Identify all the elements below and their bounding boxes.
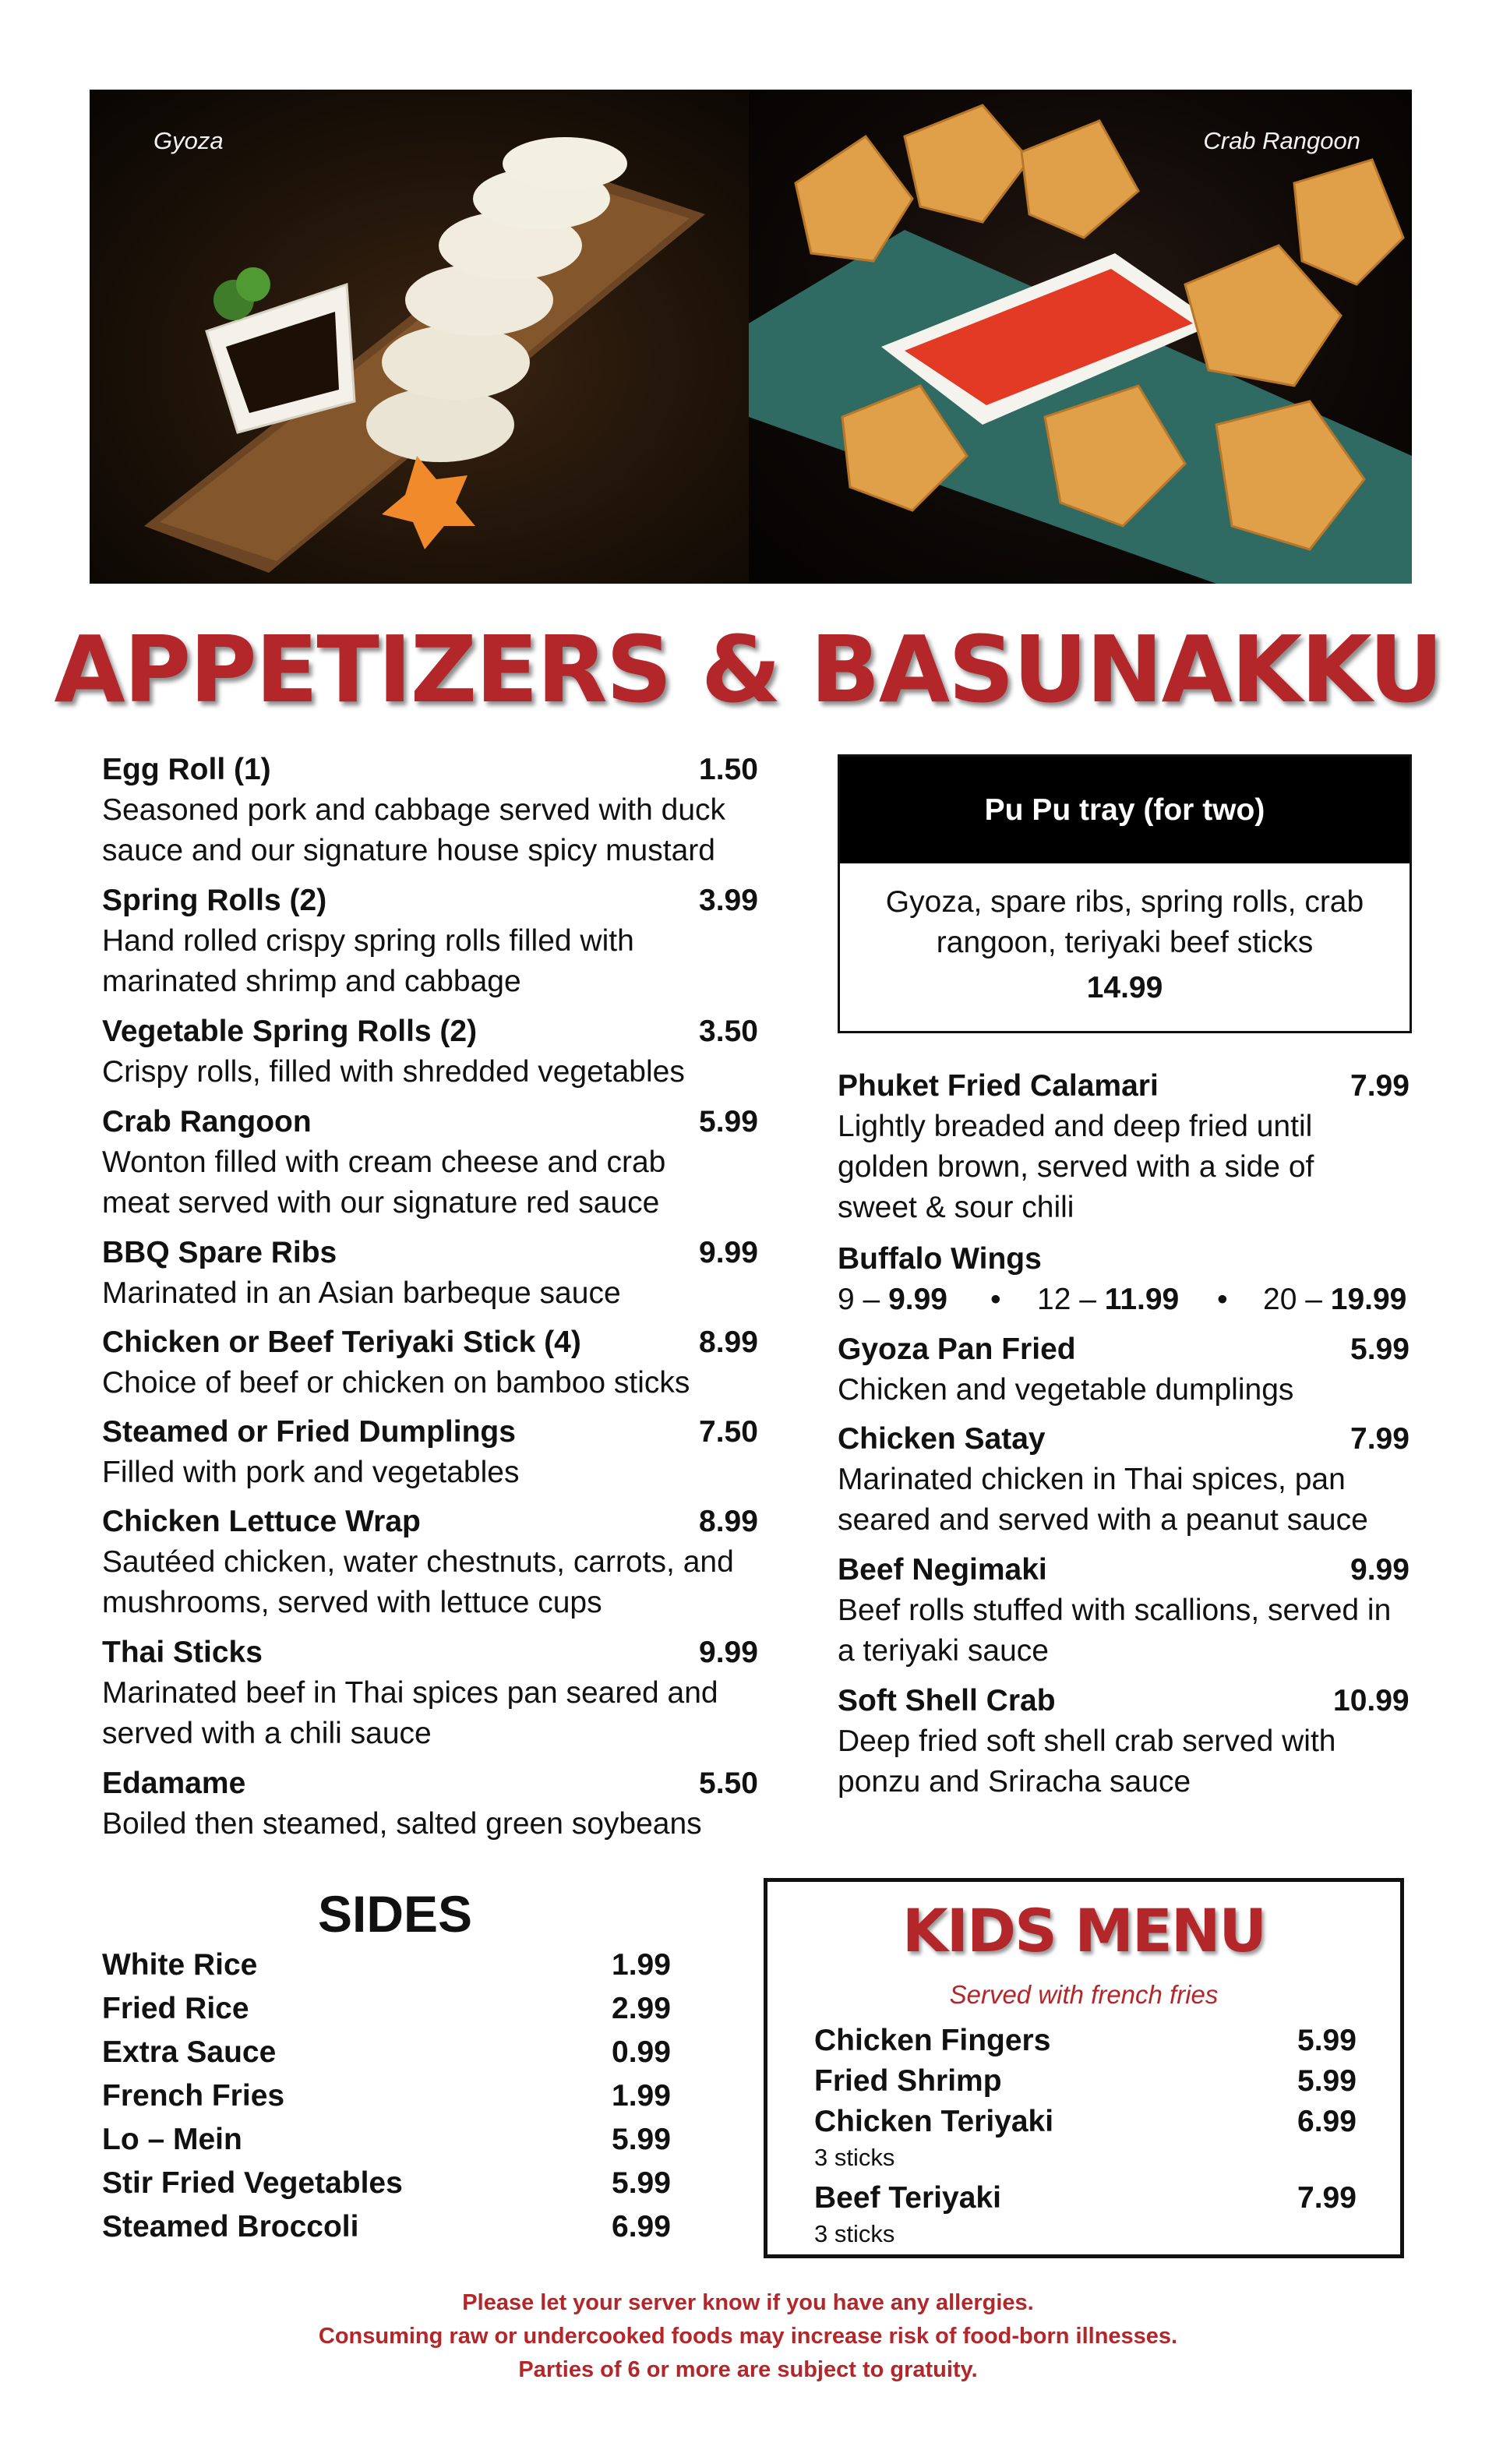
side-item: [102, 2074, 672, 2118]
kids-item: [814, 2178, 1360, 2219]
item-price: 3.50: [699, 1015, 758, 1048]
kids-item: [814, 2061, 1360, 2102]
item-desc: sweet & sour chili: [838, 1191, 1074, 1224]
menu-item: [838, 1550, 1047, 1590]
item-name: Chicken Satay: [838, 1422, 1046, 1456]
kids-item-price: 7.99: [1297, 2181, 1357, 2215]
side-item: [102, 1943, 672, 1987]
item-desc: mushrooms, served with lettuce cups: [102, 1586, 602, 1619]
item-desc: Crispy rolls, filled with shredded vegetables: [102, 1055, 685, 1089]
item-desc: Wonton filled with cream cheese and crab: [102, 1146, 666, 1179]
menu-item: [838, 1066, 1159, 1107]
menu-item: [102, 1102, 312, 1142]
crab-rangoon-illustration: [749, 90, 1412, 584]
item-desc: Sautéed chicken, water chestnuts, carrots, and: [102, 1545, 734, 1579]
kids-item-name: Fried Shrimp: [814, 2064, 1002, 2098]
side-name: French Fries: [102, 2079, 285, 2113]
item-name: Phuket Fried Calamari: [838, 1069, 1159, 1103]
item-price: 5.50: [699, 1767, 758, 1800]
side-name: Lo – Mein: [102, 2123, 242, 2156]
item-desc: sauce and our signature house spicy mustard: [102, 834, 715, 867]
item-desc: Seasoned pork and cabbage served with duck: [102, 793, 726, 827]
allergy-notice: Please let your server know if you have any allergies.: [462, 2290, 1034, 2315]
item-price: 8.99: [699, 1326, 758, 1359]
photo-banner: [90, 90, 1412, 584]
item-name: Gyoza Pan Fried: [838, 1333, 1076, 1366]
wings-bullet: •: [990, 1283, 1001, 1316]
menu-item: [838, 1419, 1046, 1460]
item-desc: Chicken and vegetable dumplings: [838, 1373, 1294, 1407]
menu-item: [102, 1763, 245, 1804]
kids-item: [814, 2021, 1360, 2061]
pupu-tray-price: 14.99: [1086, 971, 1163, 1004]
item-desc: Marinated chicken in Thai spices, pan: [838, 1463, 1346, 1496]
item-desc: Marinated beef in Thai spices pan seared and: [102, 1676, 718, 1710]
wings-option: 12 – 11.99: [1037, 1283, 1180, 1316]
pupu-tray-desc: Gyoza, spare ribs, spring rolls, crab rangoon, teriyaki beef sticks: [885, 885, 1364, 959]
menu-item: [102, 1322, 581, 1363]
item-price: 9.99: [699, 1236, 758, 1269]
item-name: Chicken Lettuce Wrap: [102, 1505, 421, 1538]
side-item: [102, 2118, 672, 2162]
menu-item: [102, 881, 326, 921]
item-price: 1.50: [699, 753, 758, 786]
item-price: 3.99: [699, 884, 758, 917]
menu-item: [838, 1329, 1076, 1370]
item-desc: Filled with pork and vegetables: [102, 1456, 520, 1489]
item-desc: Boiled then steamed, salted green soybeans: [102, 1807, 702, 1841]
item-price: 7.99: [1350, 1069, 1410, 1103]
menu-item: [102, 750, 271, 790]
kids-item-name: Chicken Teriyaki: [814, 2105, 1054, 2138]
menu-item: [838, 1681, 1056, 1721]
side-price: 5.99: [612, 2123, 671, 2156]
wings-option: 20 – 19.99: [1263, 1283, 1407, 1316]
item-desc: seared and served with a peanut sauce: [838, 1503, 1368, 1537]
item-desc: golden brown, served with a side of: [838, 1150, 1314, 1184]
side-name: Stir Fried Vegetables: [102, 2166, 403, 2200]
item-desc: served with a chili sauce: [102, 1717, 432, 1750]
menu-item: [838, 1239, 1042, 1280]
kids-item-name: Beef Teriyaki: [814, 2181, 1001, 2215]
item-desc: Hand rolled crispy spring rolls filled with: [102, 924, 634, 958]
gyoza-photo: [90, 90, 749, 584]
item-desc: a teriyaki sauce: [838, 1634, 1049, 1668]
item-name: Beef Negimaki: [838, 1553, 1047, 1587]
item-name: Thai Sticks: [102, 1636, 263, 1669]
item-name: BBQ Spare Ribs: [102, 1236, 337, 1269]
item-name: Egg Roll (1): [102, 753, 271, 786]
wings-option: 9 – 9.99: [838, 1283, 947, 1316]
kids-item-note: 3 sticks: [814, 2220, 895, 2247]
item-price: 9.99: [699, 1636, 758, 1669]
item-desc: meat served with our signature red sauce: [102, 1186, 660, 1220]
kids-item-price: 6.99: [1297, 2105, 1357, 2138]
item-desc: Lightly breaded and deep fried until: [838, 1110, 1313, 1143]
item-name: Buffalo Wings: [838, 1242, 1042, 1276]
item-price: 10.99: [1333, 1684, 1410, 1717]
menu-item: [102, 1633, 263, 1673]
crab-rangoon-caption: Crab Rangoon: [1203, 127, 1360, 154]
item-desc: ponzu and Sriracha sauce: [838, 1765, 1191, 1799]
pupu-tray-title: Pu Pu tray (for two): [840, 757, 1410, 863]
wings-bullet: •: [1217, 1283, 1228, 1316]
side-item: [102, 2205, 672, 2249]
item-price: 8.99: [699, 1505, 758, 1538]
gyoza-caption: Gyoza: [153, 127, 224, 154]
side-item: [102, 1987, 672, 2031]
item-name: Edamame: [102, 1767, 246, 1800]
kids-menu-title: KIDS MENU: [901, 1896, 1266, 1965]
item-desc: Choice of beef or chicken on bamboo sticks: [102, 1366, 690, 1400]
side-name: Extra Sauce: [102, 2035, 277, 2069]
footer-notice: [0, 2286, 1496, 2387]
item-desc: Beef rolls stuffed with scallions, served in: [838, 1594, 1392, 1627]
item-name: Vegetable Spring Rolls (2): [102, 1015, 478, 1048]
side-item: [102, 2162, 672, 2205]
item-name: Soft Shell Crab: [838, 1684, 1056, 1717]
item-desc: marinated shrimp and cabbage: [102, 965, 521, 998]
kids-item-name: Chicken Fingers: [814, 2024, 1051, 2057]
kids-menu-box: [764, 1878, 1404, 2258]
side-price: 5.99: [612, 2166, 671, 2200]
sides-title: SIDES: [318, 1885, 473, 1943]
side-name: White Rice: [102, 1948, 258, 1982]
side-price: 1.99: [612, 2079, 671, 2113]
gratuity-notice: Parties of 6 or more are subject to gratuity.: [518, 2357, 978, 2382]
menu-item: [102, 1011, 477, 1052]
item-price: 7.99: [1350, 1422, 1410, 1456]
menu-item: [102, 1412, 516, 1453]
kids-item-price: 5.99: [1297, 2064, 1357, 2098]
crab-rangoon-photo: [749, 90, 1412, 584]
kids-menu-subtitle: Served with french fries: [949, 1980, 1219, 2009]
item-name: Chicken or Beef Teriyaki Stick (4): [102, 1326, 581, 1359]
item-name: Spring Rolls (2): [102, 884, 327, 917]
side-price: 1.99: [612, 1948, 671, 1982]
side-name: Steamed Broccoli: [102, 2210, 359, 2243]
side-price: 0.99: [612, 2035, 671, 2069]
item-price: 7.50: [699, 1415, 758, 1449]
gyoza-illustration: [90, 90, 749, 584]
page-title: APPETIZERS & BASUNAKKU: [54, 616, 1442, 723]
side-name: Fried Rice: [102, 1992, 249, 2025]
side-price: 2.99: [612, 1992, 671, 2025]
item-price: 5.99: [699, 1105, 758, 1138]
menu-item: [102, 1233, 337, 1273]
item-name: Crab Rangoon: [102, 1105, 312, 1138]
item-desc: Deep fried soft shell crab served with: [838, 1724, 1336, 1758]
item-desc: Marinated in an Asian barbeque sauce: [102, 1276, 621, 1310]
menu-item: [102, 1502, 421, 1542]
raw-food-notice: Consuming raw or undercooked foods may increase risk of food-born illnesses.: [318, 2324, 1178, 2349]
kids-item-price: 5.99: [1297, 2024, 1357, 2057]
item-price: 9.99: [1350, 1553, 1410, 1587]
kids-item: [814, 2102, 1360, 2142]
side-price: 6.99: [612, 2210, 671, 2243]
pupu-tray-box: [838, 754, 1412, 1033]
side-item: [102, 2031, 672, 2074]
item-price: 5.99: [1350, 1333, 1410, 1366]
item-name: Steamed or Fried Dumplings: [102, 1415, 516, 1449]
kids-item-note: 3 sticks: [814, 2144, 895, 2171]
